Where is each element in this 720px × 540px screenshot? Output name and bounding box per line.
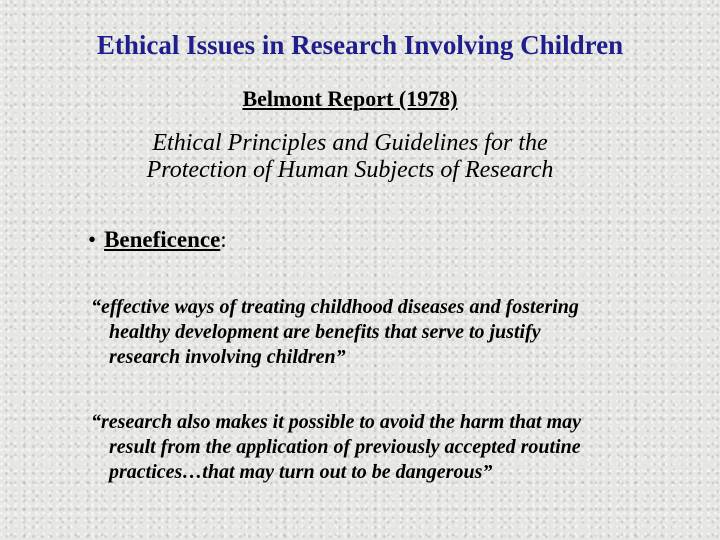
quote-line: practices…that may turn out to be dangerous” (109, 461, 493, 483)
quote-benefits (91, 295, 691, 370)
principles-line-2: Protection of Human Subjects of Research (146, 157, 554, 183)
bullet-colon: : (220, 227, 227, 252)
principles-heading (80, 130, 620, 184)
quote-line: healthy development are benefits that serve to justify (109, 321, 541, 343)
quote-harm-avoidance (91, 410, 691, 485)
bullet-term: Beneficence (104, 227, 221, 252)
quote-line: research involving children” (109, 346, 346, 368)
bullet-icon: • (88, 227, 97, 252)
slide-title: Ethical Issues in Research Involving Children (96, 30, 624, 60)
report-subtitle: Belmont Report (1978) (242, 86, 458, 111)
quote-line: result from the application of previously accepted routine (109, 436, 581, 458)
quote-line: “effective ways of treating childhood diseases and fostering (91, 296, 579, 318)
principles-line-1: Ethical Principles and Guidelines for the (152, 130, 548, 156)
quote-line: “research also makes it possible to avoid the harm that may (91, 411, 582, 433)
bullet-beneficence (88, 227, 227, 253)
